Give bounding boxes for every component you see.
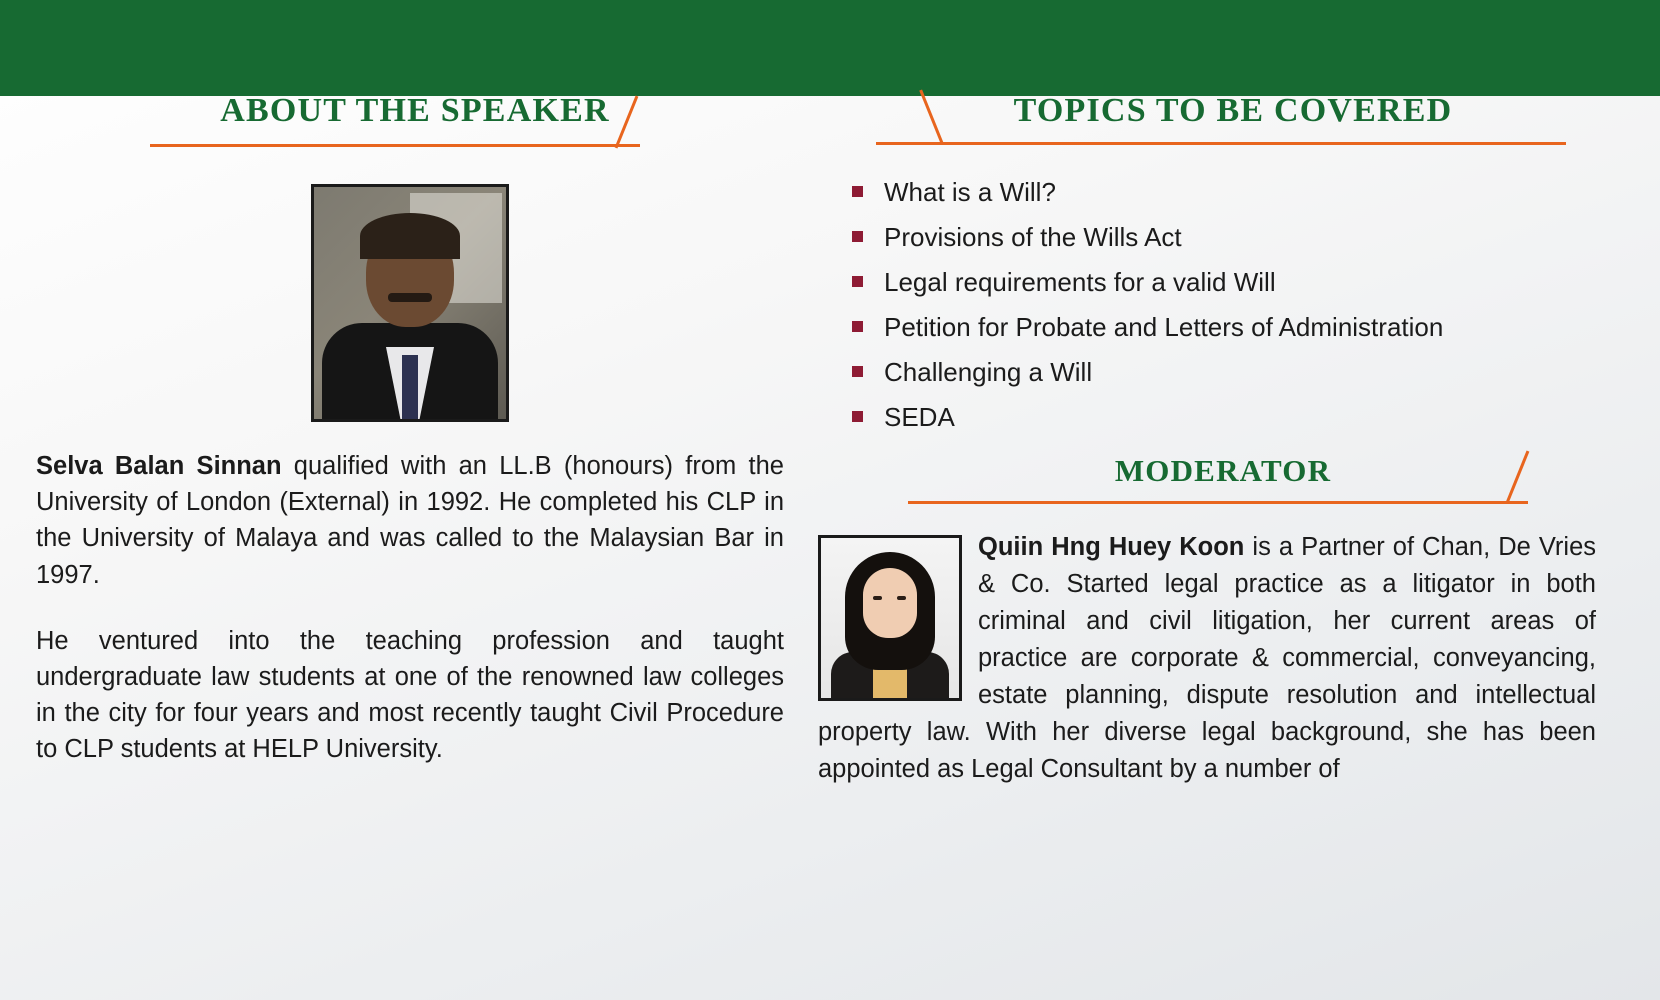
right-column (812, 92, 1624, 788)
moderator-photo (818, 535, 962, 701)
about-heading-underline (150, 138, 670, 154)
about-the-speaker-heading: ABOUT THE SPEAKER (220, 92, 610, 129)
moderator-bio (812, 529, 1624, 788)
photo-eye (873, 596, 882, 600)
photo-face (863, 568, 917, 638)
moderator-heading-underline (908, 495, 1598, 511)
top-banner (0, 0, 1660, 96)
speaker-bio-paragraph-2 (36, 623, 784, 768)
list-item: Legal requirements for a valid Will (884, 264, 1594, 301)
speaker-name: Selva Balan Sinnan (36, 452, 282, 480)
speaker-bio (36, 448, 784, 768)
topics-heading-block (812, 92, 1624, 160)
banner-green-band-upper (0, 0, 1660, 96)
list-item: Petition for Probate and Letters of Administration (884, 309, 1594, 346)
underline-bar (150, 144, 640, 147)
photo-tie (402, 355, 418, 419)
photo-moustache (388, 293, 432, 302)
speaker-photo (311, 184, 509, 422)
photo-eye (897, 596, 906, 600)
topics-heading-underline (876, 136, 1566, 152)
moderator-heading: MODERATOR (1114, 453, 1332, 489)
underline-bar (908, 501, 1528, 504)
speaker-bio-text-1: qualified with an LL.B (honours) from the University of London (External) in 1992. He completed his CLP in the University of Malaya and was called to the Malaysian Bar in 1997. (36, 452, 784, 589)
list-item: Challenging a Will (884, 354, 1594, 391)
list-item: What is a Will? (884, 174, 1594, 211)
speaker-bio-text-2: He ventured into the teaching profession and taught undergraduate law students at one of the renowned law colleges in the city for four years and most recently taught Civil Procedure to CLP students at HELP University. (36, 626, 784, 764)
topics-to-be-covered-heading: TOPICS TO BE COVERED (1013, 92, 1453, 129)
list-item: SEDA (884, 399, 1594, 436)
moderator-bio-text: is a Partner of Chan, De Vries & Co. Started legal practice as a litigator in both criminal and civil litigation, her current areas of practice are corporate & commercial, conveyancing, estate planning, dispute resolution and intellectual property law. With her diverse legal background, she has been appointed as Legal Consultant by a number of (818, 533, 1596, 784)
topics-list (812, 174, 1624, 435)
list-item: Provisions of the Wills Act (884, 219, 1594, 256)
photo-hair (360, 213, 460, 259)
underline-bar (876, 142, 1566, 145)
speaker-bio-paragraph-1 (36, 448, 784, 593)
moderator-name: Quiin Hng Huey Koon (978, 533, 1245, 562)
about-the-speaker-section (36, 92, 784, 768)
